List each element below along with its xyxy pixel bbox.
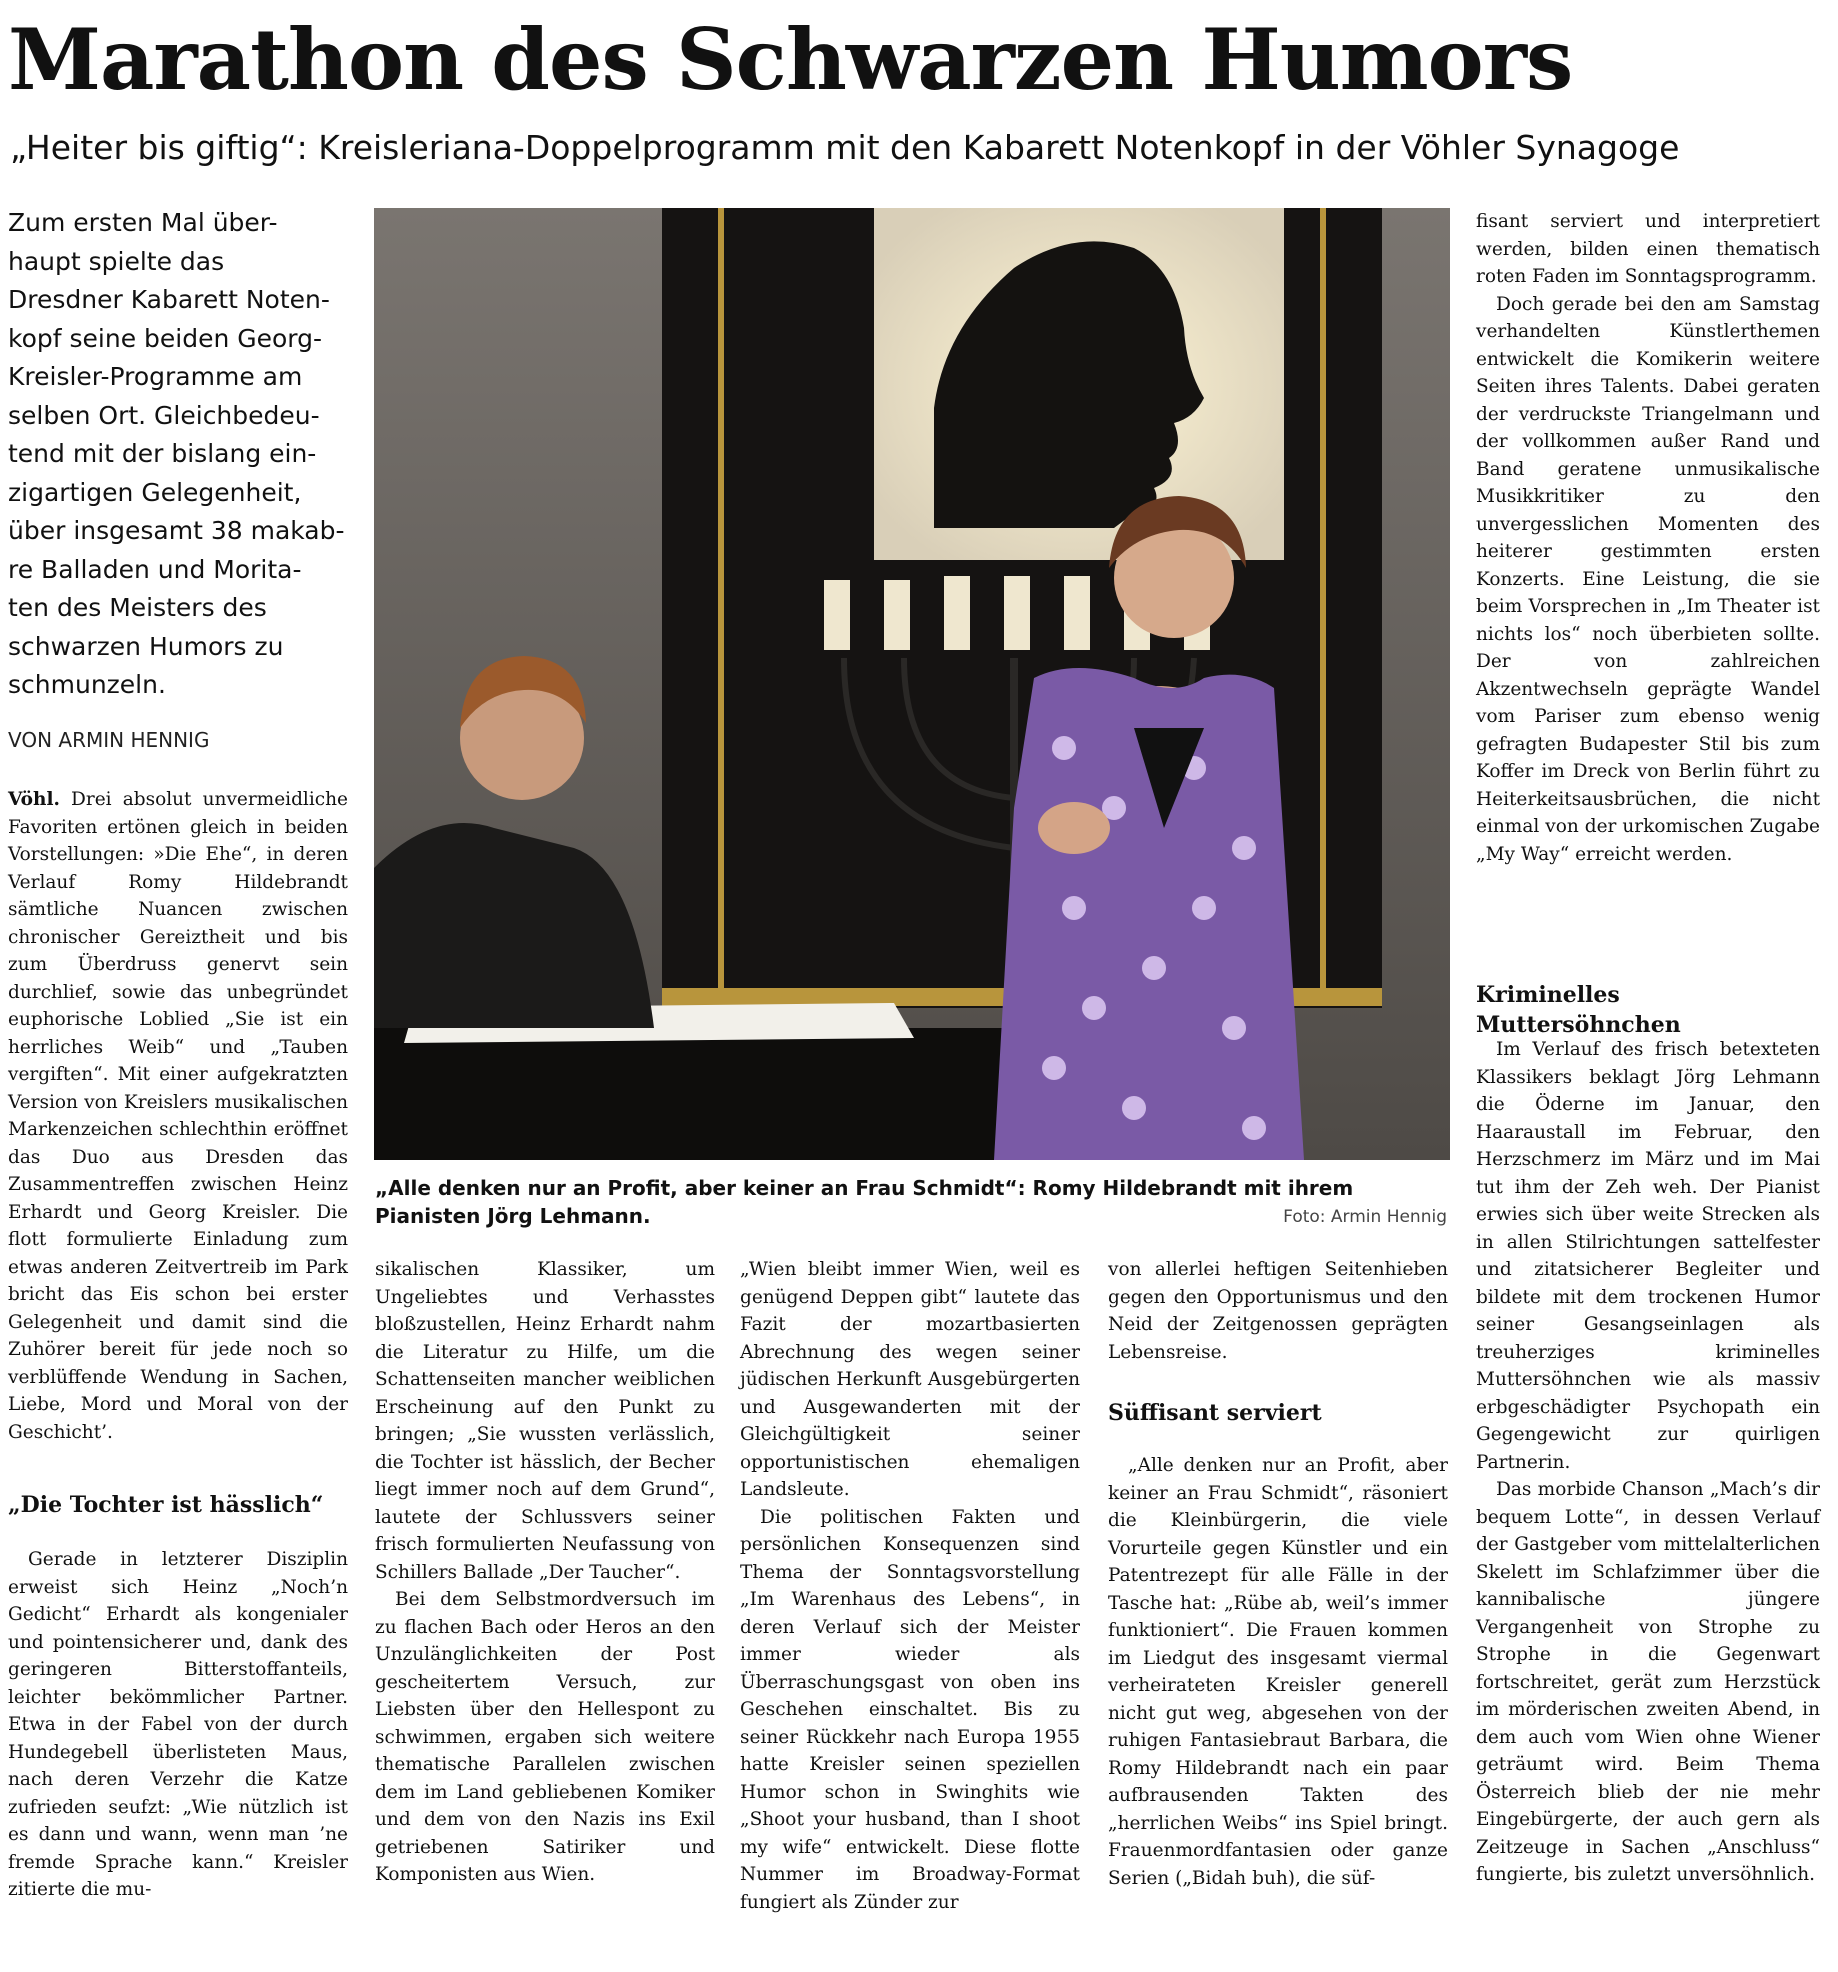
paragraph: von allerlei heftigen Seitenhieben gegen den Opportunismus und den Neid der Zeitgenossen geprägten Lebensreise. <box>1108 1259 1448 1363</box>
photo-caption: „Alle denken nur an Profit, aber keiner an Frau Schmidt“: Romy Hildebrandt mit ihrem Pianisten Jörg Lehmann. <box>375 1176 1354 1228</box>
paragraph: „Alle denken nur an Profit, aber keiner an Frau Schmidt“, räsoniert die Kleinbürgerin, die viele Vorurteile gegen Künstler und ein Patentrezept für alle Fälle in der Tasche hat: „Rübe ab, weil’s immer funktioniert“. Die Frauen kommen im Liedgut des insgesamt viermal verheirateten Kreisler generell nicht gut weg, abgesehen von der ruhigen Fantasiebraut Barbara, die Romy Hildebrandt nach ein paar aufbrausenden Takten des „herrlichen Weibs“ ins Spiel bringt. Frauenmordfantasien oder ganze Serien („Bidah buh), die süf- <box>1108 1455 1448 1889</box>
paragraph: Doch gerade bei den am Samstag verhandelten Künstlerthemen entwickelt die Komikerin weitere Seiten ihres Talents. Dabei geraten der verdruckste Triangelmann und der vollkommen außer Rand und Band geratene unmusikalische Musikkritiker zu den unvergesslichen Momenten des heiterer gestimmten ersten Konzerts. Eine Leistung, die sie beim Vorsprechen in „Im Theater ist nichts los“ noch überbieten sollte. Der von zahlreichen Akzentwechseln geprägte Wandel vom Pariser zum ebenso wenig gefragten Budapester Stil bis zum Koffer im Dreck von Berlin führt zu Heiterkeitsausbrüchen, die nicht einmal von der urkomischen Zugabe „My Way“ erreicht werden. <box>1476 293 1820 865</box>
subhead-tochter: „Die Tochter ist hässlich“ <box>8 1492 324 1518</box>
lead-paragraph <box>8 204 348 705</box>
article-column-3 <box>740 1256 1080 1916</box>
concert-photo-illustration <box>374 208 1450 1160</box>
paragraph: Die politischen Fakten und persönlichen Konsequenzen sind Thema der Sonntagsvorstellung „Im Warenhaus des Lebens“, in deren Verlauf sich der Meister immer wieder als Überraschungsgast von oben ins Geschehen einschaltet. Bis zu seiner Rückkehr nach Europa 1955 hatte Kreisler seinen speziellen Humor schon in Swinghits wie „Shoot your husband, than I shoot my wife“ entwickelt. Diese flotte Nummer im Broadway-Format fungiert als Zünder zur <box>740 1506 1080 1913</box>
subheadline: „Heiter bis giftig“: Kreisleriana-Doppelprogramm mit den Kabarett Notenkopf in der Vöhler Synagoge <box>10 128 1680 167</box>
article-column-1 <box>8 786 348 1446</box>
paragraph: Das morbide Chanson „Mach’s dir bequem Lotte“, in dessen Verlauf der Gastgeber vom mittelalterlichen Skelett im Schlafzimmer über die kannibalische jüngere Vergangenheit von Strophe zu Strophe in die Gegenwart fortschreitet, gerät zum Herzstück im mörderischen zweiten Abend, in dem auch vom Wien ohne Wiener geträumt wird. Beim Thema Österreich blieb der nie mehr Eingebürgerte, der auch gern als Zeitzeuge in Sachen „Anschluss“ fungierte, bis zuletzt unversöhnlich. <box>1476 1479 1820 1885</box>
byline: VON ARMIN HENNIG <box>8 728 210 752</box>
article-column-2 <box>375 1256 715 1889</box>
article-column-4 <box>1108 1256 1448 1366</box>
paragraph-text: Drei absolut unvermeidliche Favoriten ertönen gleich in beiden Vorstellungen: »Die Ehe“, in deren Verlauf Romy Hildebrandt sämtliche Nuancen zwischen chronischer Gereiztheit und bis zum Überdruss genervt sein durchlief, sowie das unbegründet euphorische Loblied „Sie ist ein herrliches Weib“ und „Tauben vergiften“. Mit einer aufgekratzten Version von Kreislers musikalischen Markenzeichen schlechthin eröffnet das Duo aus Dresden das Zusammentreffen zwischen Heinz Erhardt und Georg Kreisler. Die flott formulierte Einladung zum etwas anderen Zeitvertreib im Park bricht das Eis schon bei erster Gelegenheit und damit sind die Zuhörer bereit für jede noch so verblüffende Wendung in Sachen, Liebe, Mord und Moral von der Geschicht’. <box>8 789 348 1443</box>
article-column-4b <box>1108 1452 1448 1892</box>
photo-credit: Foto: Armin Hennig <box>1283 1207 1447 1227</box>
paragraph: Bei dem Selbstmordversuch im zu flachen Bach oder Heros an den Unzulänglichkeiten der Post gescheitertem Versuch, zur Liebsten über den Hellespont zu schwimmen, ergaben sich weitere thematische Parallelen zwischen dem im Land gebliebenen Komiker und dem von den Nazis ins Exil getriebenen Satiriker und Komponisten aus Wien. <box>375 1589 715 1885</box>
paragraph: Im Verlauf des frisch betexteten Klassikers beklagt Jörg Lehmann die Öderne im Januar, den Haaraustall im Februar, den Herzschmerz im März und im Mai tut ihm der Zeh weh. Der Pianist erwies sich über weite Strecken als in allen Stilrichtungen sattelfester und zitatsicherer Begleiter und bildete mit dem trockenen Humor seiner Gesangseinlagen als treuherziges kriminelles Muttersöhnchen wie als massiv erbgeschädigter Psychopath ein Gegengewicht zur quirligen Partnerin. <box>1476 1039 1820 1473</box>
paragraph: fisant serviert und interpretiert werden, bilden einen thematisch roten Faden im Sonntagsprogramm. <box>1476 211 1820 287</box>
subhead-muttersoehnchen: Kriminelles Muttersöhnchen <box>1476 982 1681 1038</box>
subhead-sueffisant: Süffisant serviert <box>1108 1400 1322 1426</box>
paragraph: sikalischen Klassiker, um Ungeliebtes und Verhasstes bloßzustellen, Heinz Erhardt nahm die Literatur zu Hilfe, um die Schattenseiten mancher weiblichen Erscheinung auf den Punkt zu bringen; „Sie wussten verlässlich, die Tochter ist hässlich, der Becher liegt immer noch auf dem Grund“, lautete der Schlussvers seiner frisch formulierten Neufassung von Schillers Ballade „Der Taucher“. <box>375 1259 715 1583</box>
article-photo <box>374 208 1450 1160</box>
headline: Marathon des Schwarzen Humors <box>8 10 1573 109</box>
paragraph: Gerade in letzterer Disziplin erweist sich Heinz „Noch’n Gedicht“ Erhardt als kongenialer und pointensicherer und, dank des geringeren Bitterstoffanteils, leichter bekömmlicher Partner. Etwa in der Fabel von der durch Hundegebell überlisteten Maus, nach deren Verzehr die Katze zufrieden seufzt: „Wie nützlich ist es dann und wann, wenn man ’ne fremde Sprache kann.“ Kreisler zitierte die mu- <box>8 1549 348 1900</box>
paragraph: „Wien bleibt immer Wien, weil es genügend Deppen gibt“ lautete das Fazit der mozartbasierten Abrechnung des wegen seiner jüdischen Herkunft Ausgebürgerten und Ausgewanderten mit der Gleichgültigkeit seiner opportunistischen ehemaligen Landsleute. <box>740 1259 1080 1500</box>
article-column-5 <box>1476 208 1820 868</box>
paragraph <box>8 786 348 1446</box>
lead-text: Zum ersten Mal über- haupt spielte das Dresdner Kabarett Noten- kopf seine beiden Georg- Kreisler-Programme am selben Ort. Gleichbedeu- tend mit der bislang ein- zigartigen Gelegenheit, über insgesamt 38 makab- re Balladen und Morita- ten des Meisters des schwarzen Humors zu schmunzeln. <box>8 208 345 699</box>
article-column-1b <box>8 1546 348 1904</box>
dateline: Vöhl. <box>8 789 60 810</box>
article-column-5b <box>1476 1036 1820 1889</box>
